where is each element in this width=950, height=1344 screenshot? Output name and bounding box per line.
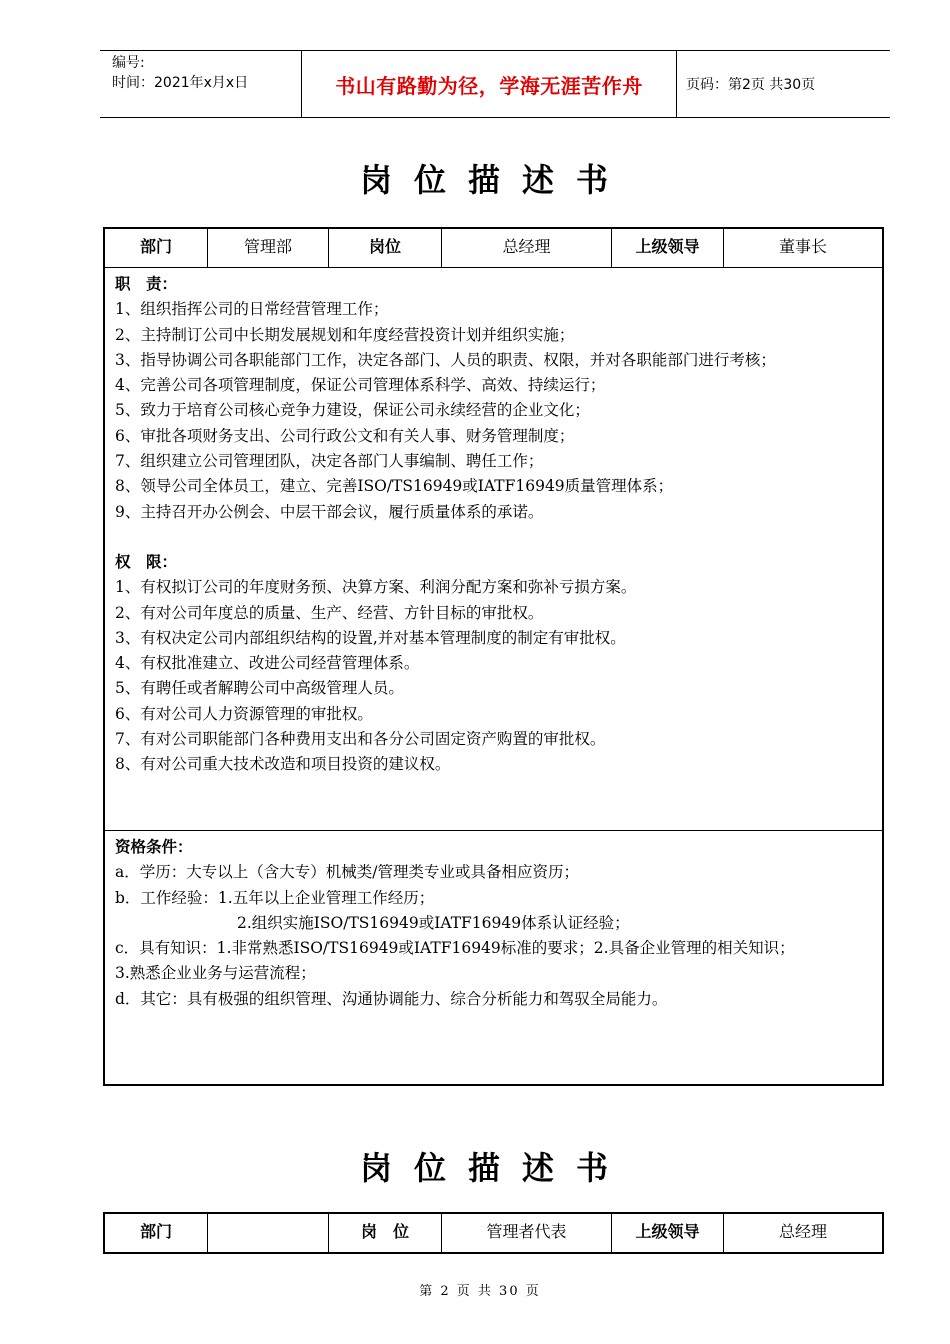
job-description-table [103, 227, 884, 1086]
qualification-item: c．具有知识：1.非常熟悉ISO/TS16949或IATF16949标准的要求；2.具备企业管理的相关知识； [115, 939, 795, 958]
authority-item: 2、有对公司年度总的质量、生产、经营、方针目标的审批权。 [115, 603, 544, 622]
authority-label: 权 限： [115, 552, 178, 571]
header-page-info: 页码：第2页 共30页 [686, 77, 816, 93]
header-meta [112, 53, 248, 93]
job-description-table [103, 1212, 884, 1254]
info-row [105, 229, 882, 268]
dept-value [208, 1214, 329, 1252]
qualifications-label: 资格条件： [115, 838, 193, 856]
authority-item: 1、有权拟订公司的年度财务预、决算方案、利润分配方案和弥补亏损方案。 [115, 578, 637, 597]
authority-item: 8、有对公司重大技术改造和项目投资的建议权。 [115, 755, 451, 774]
dept-value: 管理部 [208, 229, 329, 267]
authority-item: 3、有权决定公司内部组织结构的设置,并对基本管理制度的制定有审批权。 [115, 628, 626, 647]
duty-item: 9、主持召开办公例会、中层干部会议，履行质量体系的承诺。 [115, 502, 544, 521]
duty-item: 1、组织指挥公司的日常经营管理工作； [115, 300, 389, 319]
post-label: 岗 位 [329, 1214, 442, 1252]
authority-item: 5、有聘任或者解聘公司中高级管理人员。 [115, 679, 404, 698]
date-label: 时间：2021年x月x日 [112, 75, 249, 91]
header-bottom-rule [100, 117, 890, 118]
duty-item: 7、组织建立公司管理团队，决定各部门人事编制、聘任工作； [115, 452, 544, 471]
header-motto: 书山有路勤为径，学海无涯苦作舟 [335, 74, 643, 98]
qualification-item: 2.组织实施ISO/TS16949或IATF16949体系认证经验； [237, 913, 630, 932]
info-row [105, 1214, 882, 1252]
duty-item: 6、审批各项财务支出、公司行政公文和有关人事、财务管理制度； [115, 426, 575, 445]
qualification-item: d．其它：具有极强的组织管理、沟通协调能力、综合分析能力和驾驭全局能力。 [115, 989, 668, 1008]
post-value: 管理者代表 [442, 1214, 612, 1252]
duty-item: 3、指导协调公司各职能部门工作，决定各部门、人员的职责、权限，并对各职能部门进行考核； [115, 350, 776, 369]
leader-label: 上级领导 [612, 229, 724, 267]
duties-label: 职 责： [115, 275, 178, 293]
qualification-item: 3.熟悉企业业务与运营流程； [115, 964, 316, 983]
post-label: 岗位 [329, 229, 442, 267]
duty-item: 5、致力于培育公司核心竞争力建设，保证公司永续经营的企业文化； [115, 401, 590, 420]
authority-item: 6、有对公司人力资源管理的审批权。 [115, 704, 373, 723]
duties-authority-section [105, 268, 882, 830]
authority-item: 7、有对公司职能部门各种费用支出和各分公司固定资产购置的审批权。 [115, 730, 606, 749]
post-value: 总经理 [442, 229, 612, 267]
leader-value: 董事长 [778, 237, 827, 256]
dept-label: 部门 [105, 1214, 208, 1252]
number-label: 编号: [112, 55, 145, 71]
duty-item: 2、主持制订公司中长期发展规划和年度经营投资计划并组织实施； [115, 325, 575, 344]
qualification-item: a．学历：大专以上（含大专）机械类/管理类专业或具备相应资历； [115, 863, 579, 882]
dept-label: 部门 [105, 229, 208, 267]
qualifications-section [105, 830, 882, 1012]
header-divider [676, 50, 677, 117]
duty-item: 4、完善公司各项管理制度，保证公司管理体系科学、高效、持续运行； [115, 376, 606, 395]
duty-item: 8、领导公司全体员工，建立、完善ISO/TS16949或IATF16949质量管理体系； [115, 477, 674, 496]
qualification-item: b．工作经验：1.五年以上企业管理工作经历； [115, 888, 435, 907]
doc-title: 岗位描述书 [359, 161, 630, 199]
authority-item: 4、有权批准建立、改进公司经营管理体系。 [115, 654, 420, 673]
page-footer: 第 2 页 共 30 页 [419, 1284, 541, 1299]
doc-title: 岗位描述书 [359, 1149, 630, 1187]
leader-value: 总经理 [778, 1222, 827, 1241]
leader-label: 上级领导 [612, 1214, 724, 1252]
header-top-rule [100, 50, 890, 51]
